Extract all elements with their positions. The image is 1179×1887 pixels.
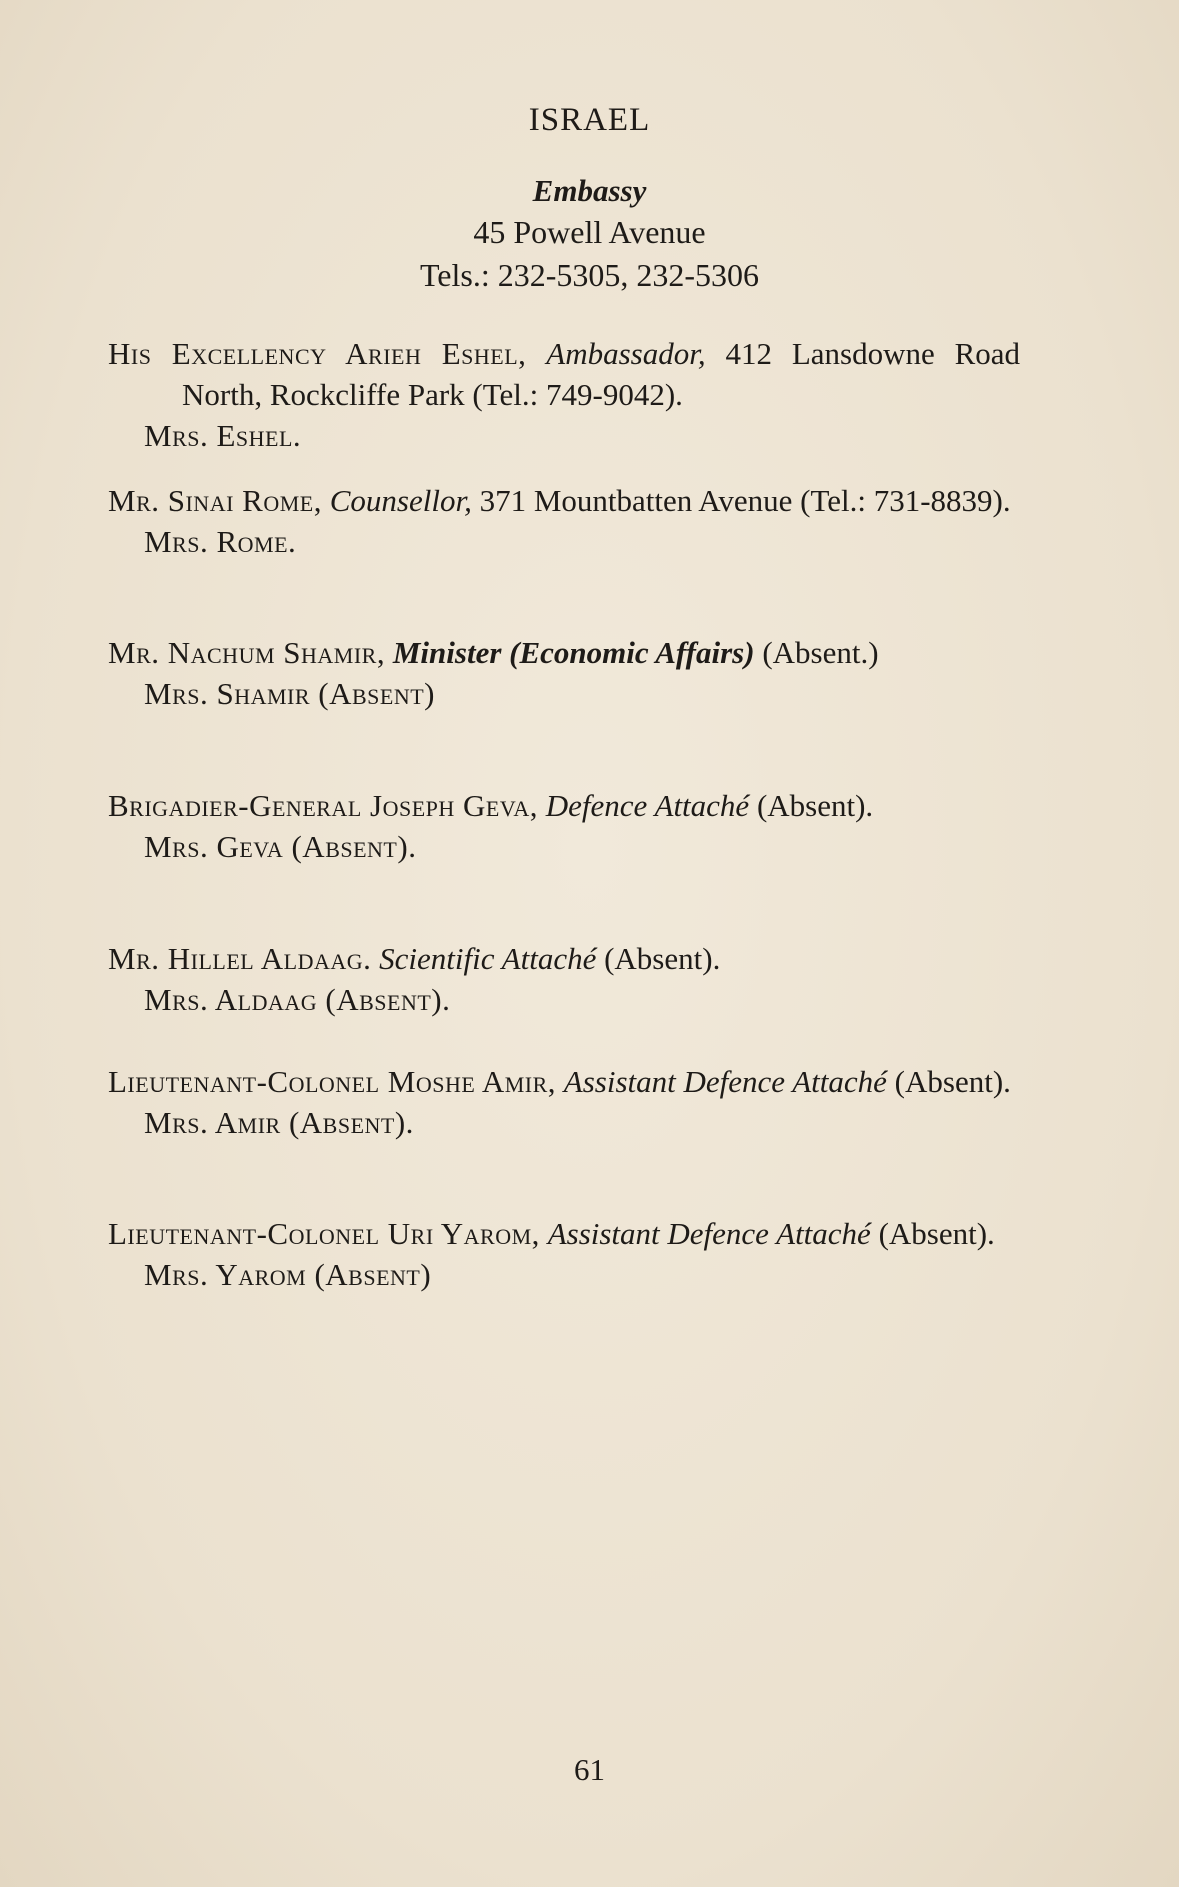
page-number: 61 [574,1752,605,1787]
diplomat-name: Mr. Hillel Aldaag. [108,941,372,976]
spouse-name: Mrs. Aldaag (Absent). [144,982,451,1017]
diplomat-title: Assistant Defence Attaché [547,1216,871,1251]
diplomat-entry [108,480,1020,562]
diplomat-entry [108,785,1020,867]
diplomat-name: Mr. Sinai Rome, [108,483,322,518]
spouse-name: Mrs. Amir (Absent). [144,1105,414,1140]
diplomat-entry [108,938,1020,1020]
diplomat-line [108,632,1020,673]
diplomat-line [108,1061,1020,1102]
office-heading: Embassy [532,173,647,208]
diplomat-entry [108,632,1020,714]
diplomat-line [108,480,1020,521]
diplomat-name: His Excellency Arieh Eshel, [108,336,527,371]
diplomat-name: Lieutenant-Colonel Moshe Amir, [108,1064,557,1099]
diplomat-title: Assistant Defence Attaché [563,1064,887,1099]
diplomat-line [108,938,1020,979]
diplomat-details: (Absent). [596,941,721,976]
diplomat-line [108,333,1020,415]
country-heading: ISRAEL [528,102,651,138]
diplomat-details: (Absent). [870,1216,995,1251]
diplomat-details: 371 Mountbatten Avenue (Tel.: 731-8839). [471,483,1011,518]
diplomat-title: Defence Attaché [545,788,750,823]
diplomat-details: 412 Lansdowne Road North, Rockcliffe Park (Tel.: 749-9042). [182,336,1021,412]
spouse-name: Mrs. Shamir (Absent) [144,676,436,711]
diplomat-details: (Absent). [886,1064,1011,1099]
diplomat-details: (Absent). [749,788,874,823]
spouse-name: Mrs. Yarom (Absent) [144,1257,432,1292]
spouse-name: Mrs. Geva (Absent). [144,829,417,864]
diplomat-title: Counsellor, [329,483,472,518]
diplomat-entry [108,1061,1020,1143]
spouse-name: Mrs. Rome. [144,524,297,559]
diplomat-entry [108,1213,1020,1295]
diplomat-name: Brigadier-General Joseph Geva, [108,788,539,823]
diplomat-name: Lieutenant-Colonel Uri Yarom, [108,1216,540,1251]
diplomat-line [108,785,1020,826]
diplomat-line [108,1213,1020,1254]
embassy-address: 45 Powell Avenue [473,214,706,250]
diplomat-entry [108,333,1020,456]
diplomat-title: Minister (Economic Affairs) [392,635,755,670]
spouse-name: Mrs. Eshel. [144,418,302,453]
diplomat-title: Ambassador, [546,336,706,371]
diplomat-details: (Absent.) [754,635,879,670]
embassy-telephones: Tels.: 232-5305, 232-5306 [419,257,760,293]
diplomat-name: Mr. Nachum Shamir, [108,635,386,670]
diplomat-title: Scientific Attaché [379,941,597,976]
